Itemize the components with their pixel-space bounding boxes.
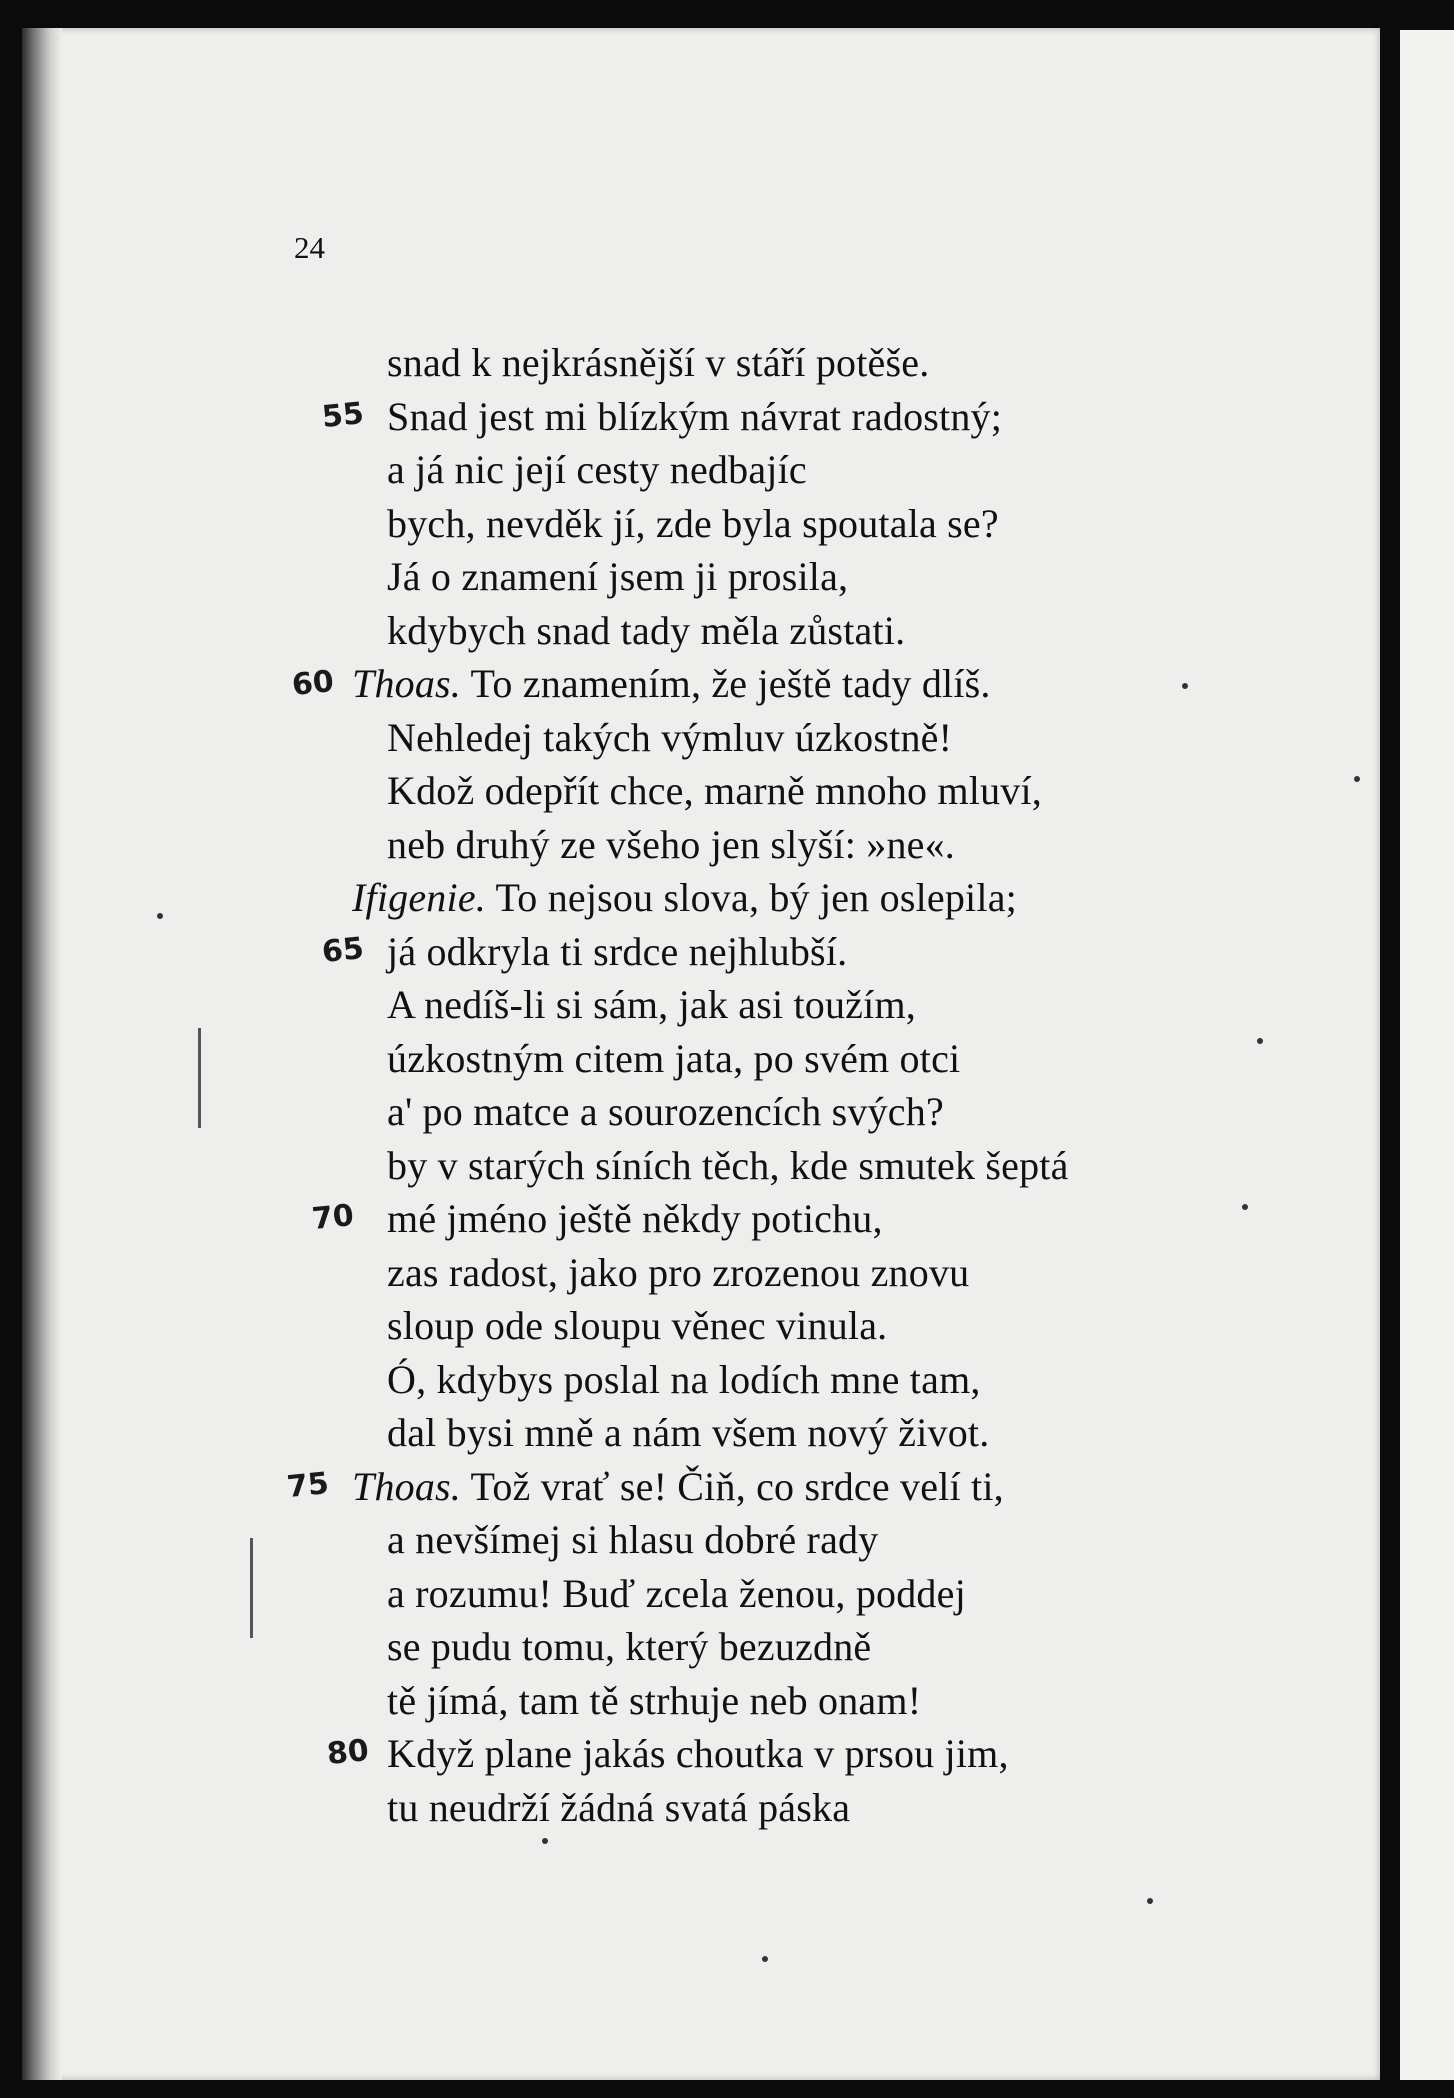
line-text: Kdož odepřít chce, marně mnoho mluví, [387,768,1042,813]
paper-speck [1354,776,1360,782]
line-text: Tož vrať se! Čiň, co srdce velí ti, [470,1463,1004,1509]
poem-line [387,604,905,657]
poem-line [387,1781,850,1834]
poem-line [387,336,929,389]
line-text: A nedíš-li si sám, jak asi toužím, [387,982,916,1027]
poem-line [387,925,847,978]
margin-number-75: 75 [285,1465,331,1506]
poem-line [387,1299,887,1352]
poem-line [387,1674,921,1727]
poem-line [387,1620,871,1673]
line-text: by v starých síních těch, kde smutek šeptá [387,1142,1069,1188]
poem-line [387,978,916,1031]
speaker-name: Thoas. [352,1463,462,1509]
line-text: a já nic její cesty nedbajíc [387,447,807,492]
line-text: tu neudrží žádná svatá páska [387,1784,851,1830]
poem-line [387,1192,883,1245]
line-text: Ó, kdybys poslal na lodích mne tam, [387,1356,981,1402]
paper-speck [542,1838,548,1844]
line-text: snad k nejkrásnější v stáří potěše. [387,340,930,385]
poem-line [387,818,955,871]
speaker-name: Thoas. [352,661,462,706]
poem-line [387,711,952,764]
paper-speck [762,1956,768,1962]
line-text: sloup ode sloupu věnec vinula. [387,1303,888,1348]
poem-line [352,657,991,710]
paper-speck [157,913,163,919]
line-text: se pudu tomu, který bezuzdně [387,1624,872,1669]
poem-line [387,764,1042,817]
speaker-name: Ifigenie. [352,875,486,920]
margin-number-60: 60 [290,663,336,704]
poem-line [387,1567,966,1620]
line-text: a rozumu! Buď zcela ženou, poddej [387,1570,966,1616]
poem-line [352,1460,1004,1513]
line-text: Já o znamení jsem ji prosila, [387,554,849,599]
poem-line [387,1406,989,1459]
poem-line [387,1032,960,1085]
poem-line [387,1139,1069,1192]
paper-speck [1257,1038,1263,1044]
poem-line [387,497,999,550]
line-text: dal bysi mně a nám všem nový život. [387,1410,990,1455]
poem-line [387,1246,969,1299]
page-number: 24 [294,230,325,265]
pencil-mark [198,1028,201,1128]
poem-line [387,1085,944,1138]
line-text: To znamením, že ještě tady dlíš. [470,661,991,706]
line-text: a nevšímej si hlasu dobré rady [387,1517,879,1562]
line-text: bych, nevděk jí, zde byla spoutala se? [387,500,999,546]
facing-page-edge [1400,30,1454,2080]
poem-line [387,1513,878,1566]
margin-number-55: 55 [320,395,366,436]
paper-speck [1147,1898,1153,1904]
poem-line [387,443,807,496]
line-text: Nehledej takých výmluv úzkostně! [387,714,953,760]
line-text: úzkostným citem jata, po svém otci [387,1035,961,1081]
margin-number-70: 70 [310,1197,356,1238]
line-text: Snad jest mi blízkým návrat radostný; [387,393,1003,439]
margin-number-80: 80 [325,1732,371,1773]
poem-line [387,1353,981,1406]
poem-text [22,28,1380,2080]
line-text: neb druhý ze všeho jen slyší: »ne«. [387,821,955,867]
poem-line [352,871,1017,924]
poem-line [387,550,848,603]
paper-speck [1182,683,1188,689]
pencil-mark [250,1538,253,1638]
paper-speck [1242,1204,1248,1210]
book-page [22,28,1380,2080]
line-text: a' po matce a sourozencích svých? [387,1089,944,1134]
line-text: To nejsou slova, bý jen oslepila; [495,875,1017,920]
line-text: já odkryla ti srdce nejhlubší. [387,928,848,974]
line-text: Když plane jakás choutka v prsou jim, [387,1731,1009,1776]
margin-number-65: 65 [320,930,366,971]
line-text: kdybych snad tady měla zůstati. [387,607,906,653]
poem-line [387,390,1002,443]
line-text: mé jméno ještě někdy potichu, [387,1196,883,1241]
poem-line [387,1727,1009,1780]
line-text: zas radost, jako pro zrozenou znovu [387,1249,970,1295]
line-text: tě jímá, tam tě strhuje neb onam! [387,1677,922,1723]
